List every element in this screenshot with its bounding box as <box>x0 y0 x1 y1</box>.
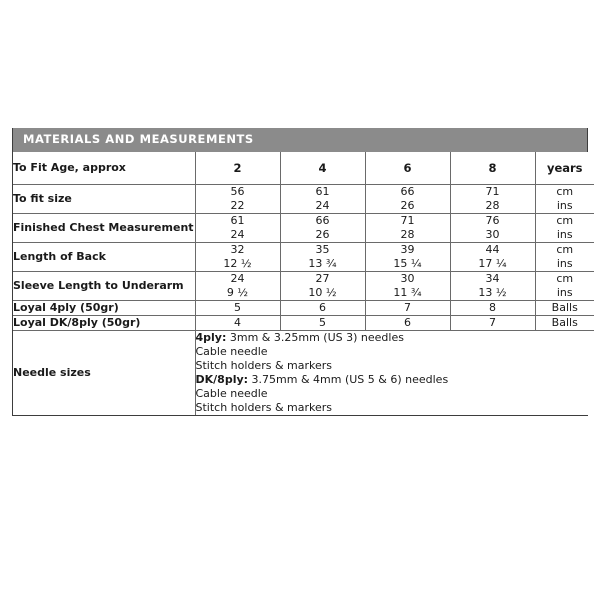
measurements-grid <box>13 152 594 415</box>
measurement-cell <box>365 214 450 243</box>
table-row-needle-sizes <box>13 331 594 416</box>
metric-value: 66 <box>400 185 415 198</box>
unit-cell: Balls <box>535 316 594 331</box>
table-row <box>13 185 594 214</box>
row-label: Finished Chest Measurement <box>13 214 195 243</box>
needle-line-text: 3mm & 3.25mm (US 3) needles <box>226 331 404 344</box>
needle-line-text: Stitch holders & markers <box>195 401 332 414</box>
metric-value: 66 <box>315 214 330 227</box>
needle-line-text: 3.75mm & 4mm (US 5 & 6) needles <box>248 373 449 386</box>
size-header-4: 4 <box>280 152 365 185</box>
row-label: Loyal DK/8ply (50gr) <box>13 316 195 331</box>
imperial-value: 24 <box>230 228 245 241</box>
measurement-cell <box>195 214 280 243</box>
unit-cell <box>535 185 594 214</box>
measurement-cell <box>195 272 280 301</box>
imperial-value: 12 ½ <box>223 257 252 270</box>
needle-line-key: 4ply: <box>195 331 227 344</box>
needle-line <box>196 387 595 401</box>
unit-cell <box>535 243 594 272</box>
unit-cell: Balls <box>535 301 594 316</box>
unit-header: years <box>546 161 583 175</box>
measurement-cell <box>450 272 535 301</box>
unit-metric: cm <box>556 185 574 198</box>
needle-line-text: Cable needle <box>195 387 268 400</box>
imperial-value: 26 <box>315 228 330 241</box>
measurement-cell <box>365 272 450 301</box>
table-row <box>13 243 594 272</box>
imperial-value: 28 <box>400 228 415 241</box>
imperial-value: 9 ½ <box>226 286 249 299</box>
row-label: Needle sizes <box>13 331 195 416</box>
row-label: To Fit Age, approx <box>13 152 195 185</box>
metric-value: 35 <box>315 243 330 256</box>
needle-line <box>196 401 595 415</box>
table-row <box>13 214 594 243</box>
metric-value: 71 <box>485 185 500 198</box>
imperial-value: 22 <box>230 199 245 212</box>
measurement-cell <box>280 185 365 214</box>
measurement-cell <box>450 185 535 214</box>
unit-metric: cm <box>556 243 574 256</box>
size-header-2: 2 <box>195 152 280 185</box>
imperial-value: 24 <box>315 199 330 212</box>
unit-imperial: ins <box>556 286 573 299</box>
yarn-quantity: 6 <box>365 316 450 331</box>
table-row <box>13 301 594 316</box>
table-row-to-fit-age <box>13 152 594 185</box>
metric-value: 24 <box>230 272 245 285</box>
measurement-cell <box>195 243 280 272</box>
yarn-quantity: 7 <box>450 316 535 331</box>
section-banner <box>13 128 587 152</box>
imperial-value: 17 ¼ <box>478 257 507 270</box>
needle-line-text: Stitch holders & markers <box>195 359 332 372</box>
measurement-cell <box>195 185 280 214</box>
imperial-value: 15 ¼ <box>393 257 422 270</box>
metric-value: 27 <box>315 272 330 285</box>
needle-line <box>196 359 595 373</box>
section-banner-title: MATERIALS AND MEASUREMENTS <box>23 132 254 147</box>
measurement-cell <box>280 272 365 301</box>
needle-sizes-cell <box>195 331 594 416</box>
yarn-quantity: 7 <box>365 301 450 316</box>
metric-value: 34 <box>485 272 500 285</box>
unit-cell <box>535 272 594 301</box>
metric-value: 56 <box>230 185 245 198</box>
imperial-value: 30 <box>485 228 500 241</box>
size-header-8: 8 <box>450 152 535 185</box>
table-row <box>13 316 594 331</box>
yarn-quantity: 6 <box>280 301 365 316</box>
measurement-cell <box>280 243 365 272</box>
metric-value: 61 <box>230 214 245 227</box>
needle-line-text: Cable needle <box>195 345 268 358</box>
metric-value: 76 <box>485 214 500 227</box>
size-header-6: 6 <box>365 152 450 185</box>
imperial-value: 11 ¾ <box>393 286 422 299</box>
row-label: To fit size <box>13 185 195 214</box>
unit-cell <box>535 214 594 243</box>
yarn-quantity: 5 <box>280 316 365 331</box>
metric-value: 44 <box>485 243 500 256</box>
imperial-value: 10 ½ <box>308 286 337 299</box>
imperial-value: 13 ½ <box>478 286 507 299</box>
table-row <box>13 272 594 301</box>
measurement-cell <box>450 243 535 272</box>
row-label: Loyal 4ply (50gr) <box>13 301 195 316</box>
yarn-quantity: 4 <box>195 316 280 331</box>
row-label: Length of Back <box>13 243 195 272</box>
yarn-quantity: 8 <box>450 301 535 316</box>
metric-value: 61 <box>315 185 330 198</box>
metric-value: 30 <box>400 272 415 285</box>
measurement-cell <box>450 214 535 243</box>
unit-metric: cm <box>556 272 574 285</box>
imperial-value: 28 <box>485 199 500 212</box>
imperial-value: 13 ¾ <box>308 257 337 270</box>
needle-line <box>196 345 595 359</box>
metric-value: 32 <box>230 243 245 256</box>
measurement-cell <box>365 185 450 214</box>
unit-imperial: ins <box>556 228 573 241</box>
needle-line <box>196 373 595 387</box>
metric-value: 39 <box>400 243 415 256</box>
unit-imperial: ins <box>556 199 573 212</box>
measurement-cell <box>280 214 365 243</box>
unit-metric: cm <box>556 214 574 227</box>
materials-and-measurements-table <box>12 128 588 416</box>
unit-imperial: ins <box>556 257 573 270</box>
row-label: Sleeve Length to Underarm <box>13 272 195 301</box>
metric-value: 71 <box>400 214 415 227</box>
needle-line <box>196 331 595 345</box>
needle-line-key: DK/8ply: <box>195 373 249 386</box>
yarn-quantity: 5 <box>195 301 280 316</box>
imperial-value: 26 <box>400 199 415 212</box>
measurement-cell <box>365 243 450 272</box>
